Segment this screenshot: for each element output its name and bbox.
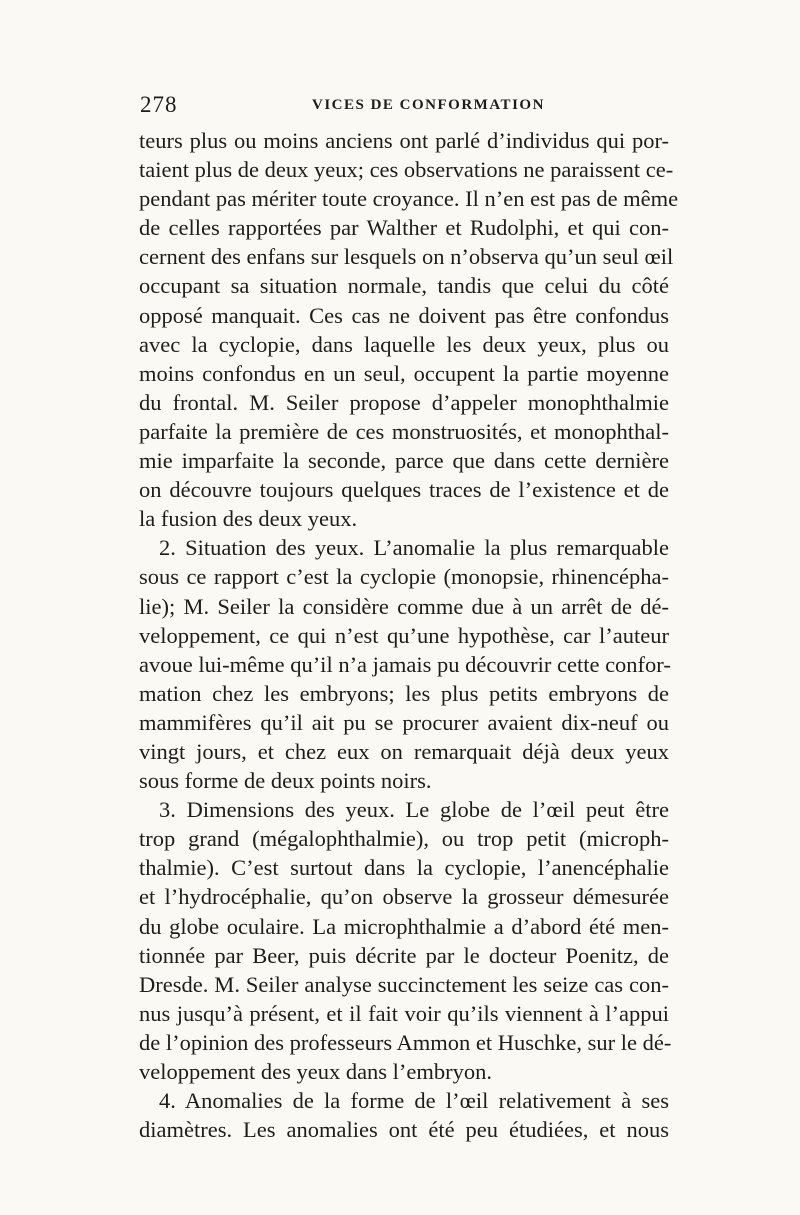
text-line: mie imparfaite la seconde, parce que dans cette dernière [139, 448, 669, 474]
section-heading-line: 3. Dimensions des yeux. Le globe de l’œil peut être [159, 797, 669, 823]
text-line: de l’opinion des professeurs Ammon et Huschke, sur le dé- [139, 1029, 672, 1055]
text-line: Dresde. M. Seiler analyse succinctement les seize cas con- [139, 971, 669, 997]
text-line: du frontal. M. Seiler propose d’appeler monophthalmie [139, 389, 669, 415]
text-line: sous forme de deux points noirs. [139, 768, 432, 794]
text-line: cernent des enfans sur lesquels on n’observa qu’un seul œil [139, 244, 674, 270]
text-line: on découvre toujours quelques traces de l’existence et de [139, 477, 669, 503]
text-line: teurs plus ou moins anciens ont parlé d’individus qui por- [139, 128, 669, 153]
text-line: nus jusqu’à présent, et il fait voir qu’ils viennent à l’appui [139, 1000, 669, 1026]
text-line: vingt jours, et chez eux on remarquait déjà deux yeux [139, 738, 669, 764]
running-title: VICES DE CONFORMATION [312, 97, 545, 113]
text-line: pendant pas mériter toute croyance. Il n’en est pas de même [139, 186, 679, 212]
text-line: sous ce rapport c’est la cyclopie (monopsie, rhinencépha- [139, 564, 669, 590]
text-line: mammifères qu’il ait pu se procurer avaient dix-neuf ou [139, 709, 669, 735]
section-heading-line: 2. Situation des yeux. L’anomalie la plus remarquable [159, 535, 669, 561]
text-line: de celles rapportées par Walther et Rudolphi, et qui con- [139, 215, 669, 241]
text-line: la fusion des deux yeux. [139, 506, 358, 532]
section-heading-line: 4. Anomalies de la forme de l’œil relativement à ses [159, 1088, 669, 1114]
text-line: opposé manquait. Ces cas ne doivent pas être confondus [139, 302, 669, 328]
text-line: mation chez les embryons; les plus petits embryons de [139, 680, 669, 706]
text-line: veloppement des yeux dans l’embryon. [139, 1059, 493, 1084]
text-line: trop grand (mégalophthalmie), ou trop petit (microph- [139, 826, 669, 852]
page-number: 278 [140, 92, 178, 117]
text-line: du globe oculaire. La microphthalmie a d’abord été men- [139, 913, 669, 939]
text-line: lie); M. Seiler la considère comme due à un arrêt de dé- [139, 593, 669, 619]
text-line: thalmie). C’est surtout dans la cyclopie, l’anencéphalie [139, 855, 669, 881]
text-line: tionnée par Beer, puis décrite par le docteur Poenitz, de [139, 942, 669, 968]
text-line: avec la cyclopie, dans laquelle les deux yeux, plus ou [139, 331, 669, 357]
text-line: parfaite la première de ces monstruosités, et monophthal- [139, 418, 669, 444]
text-line: taient plus de deux yeux; ces observations ne paraissent ce- [139, 157, 674, 183]
text-line: diamètres. Les anomalies ont été peu étudiées, et nous [139, 1117, 669, 1143]
text-line: avoue lui-même qu’il n’a jamais pu découvrir cette confor- [139, 651, 671, 677]
text-line: occupant sa situation normale, tandis que celui du côté [139, 273, 669, 299]
text-line: et l’hydrocéphalie, qu’on observe la grosseur démesurée [139, 884, 669, 910]
text-line: moins confondus en un seul, occupent la partie moyenne [139, 360, 669, 386]
body-text [139, 126, 679, 1144]
running-head [140, 92, 668, 122]
text-line: veloppement, ce qui n’est qu’une hypothèse, car l’auteur [139, 622, 669, 648]
